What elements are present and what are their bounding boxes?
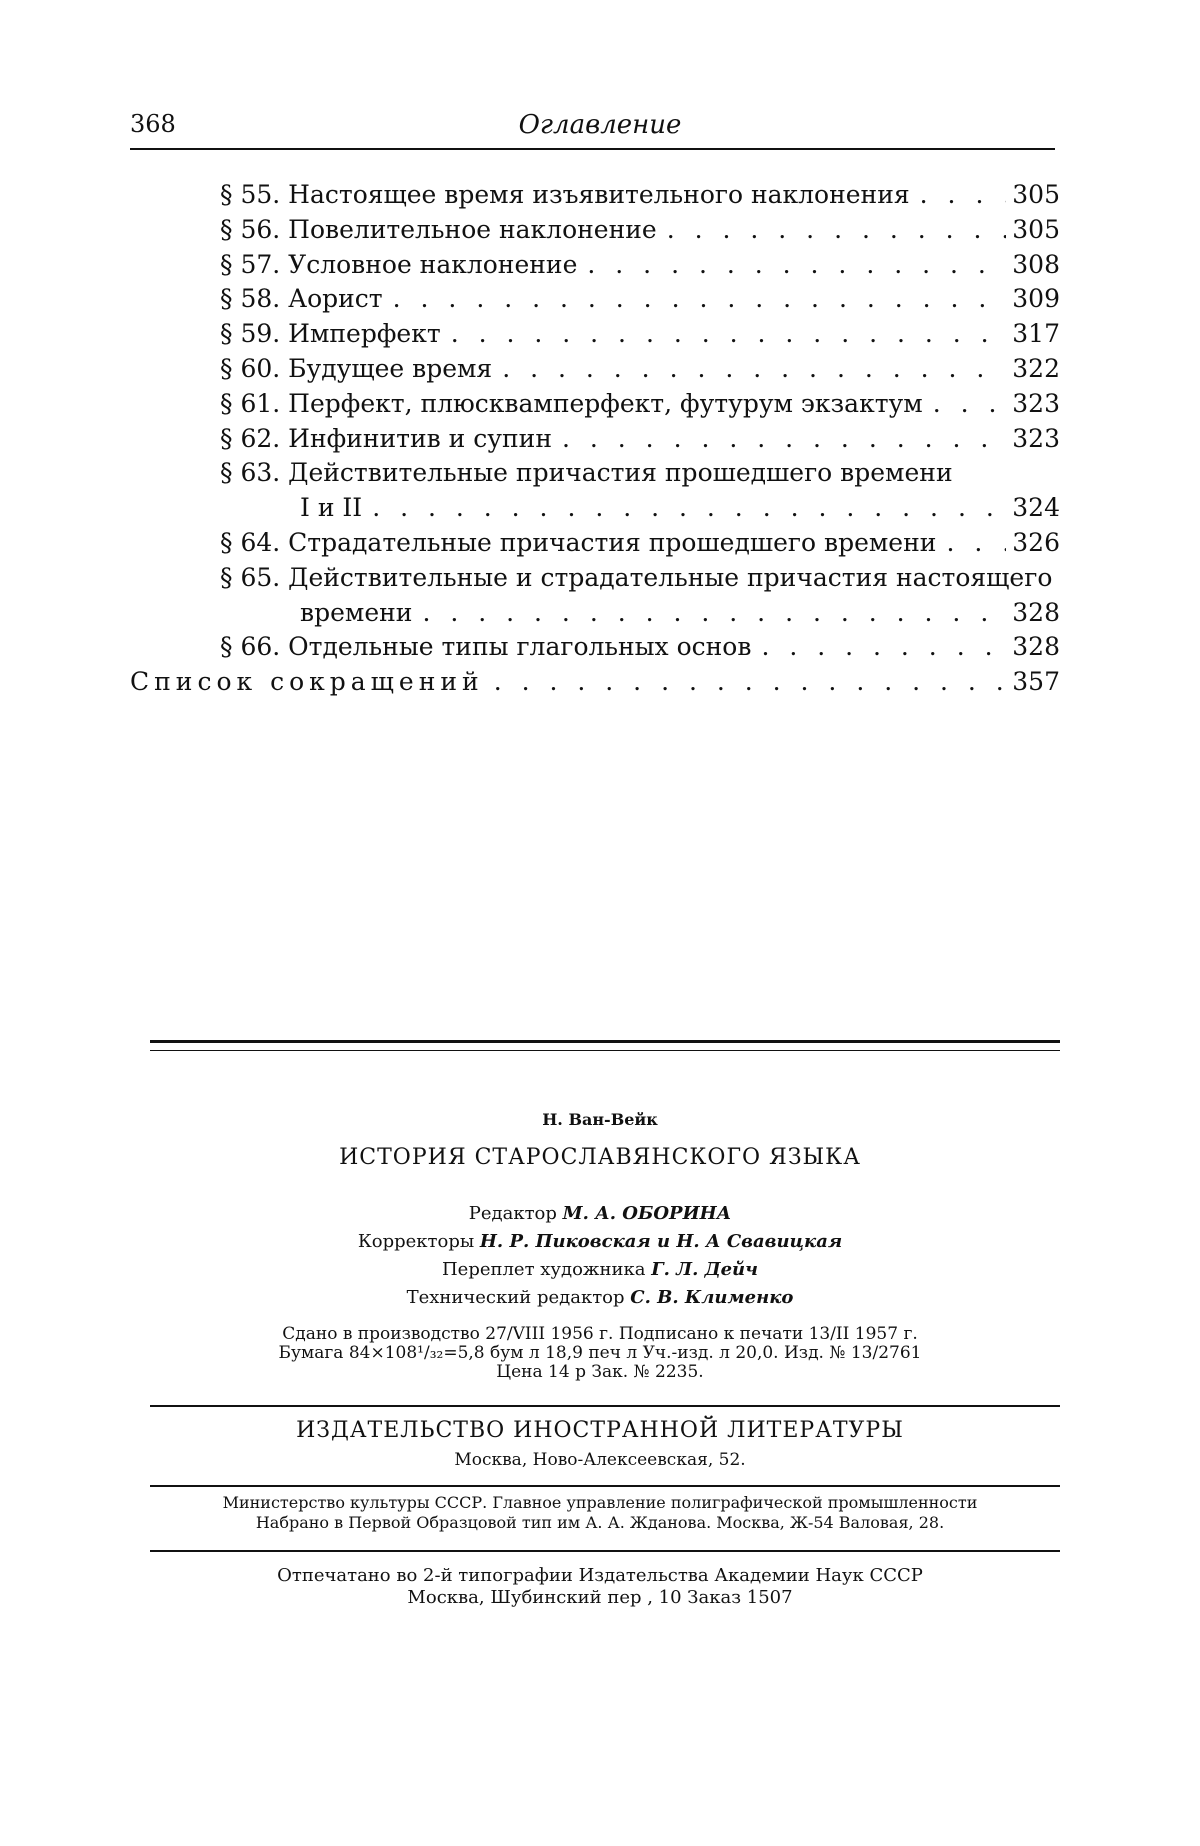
toc-leader (657, 213, 1007, 248)
toc-leader (484, 665, 1007, 700)
toc-leader (552, 422, 1006, 457)
toc-entry-page: 323 (1012, 388, 1060, 418)
toc-entry (220, 456, 1060, 491)
imprint-rule-mid (150, 1405, 1060, 1407)
header-rule (130, 148, 1055, 150)
toc-entry-label: § 59. Имперфект (220, 319, 441, 349)
imprint-author: Н. Ван-Вейк (542, 1110, 658, 1129)
toc-entry-continuation (220, 491, 1060, 526)
toc-leader (362, 491, 1006, 526)
running-head: Оглавление (518, 110, 682, 140)
credit-editor-name: М. А. ОБОРИНА (562, 1203, 732, 1224)
toc-entry-label: § 55. Настоящее время изъявительного наклонения (220, 180, 910, 209)
credit-correctors-label: Корректоры (357, 1231, 475, 1252)
credit-cover (140, 1256, 1060, 1284)
toc-entry-page: 323 (1012, 423, 1060, 453)
imprint-credits (140, 1200, 1060, 1312)
toc-entry-page: 308 (1012, 249, 1060, 279)
credit-editor (140, 1200, 1060, 1228)
toc-entry-continuation (220, 596, 1060, 631)
printer-line: Отпечатано во 2-й типографии Издательства Академии Наук СССР (277, 1565, 923, 1586)
toc-entry-page: 305 (1012, 214, 1060, 244)
imprint-book-title: ИСТОРИЯ СТАРОСЛАВЯНСКОГО ЯЗЫКА (339, 1145, 861, 1170)
toc-entry-page: 305 (1012, 180, 1060, 209)
toc-leader (751, 630, 1006, 665)
credit-tech-editor (140, 1284, 1060, 1312)
ministry-line: Министерство культуры СССР. Главное управление полиграфической промышленности (222, 1493, 978, 1512)
credit-tech-editor-name: С. В. Клименко (630, 1287, 794, 1308)
toc-leader (923, 387, 1007, 422)
toc-entry (220, 213, 1060, 248)
toc-entry (220, 561, 1060, 596)
toc-entry-page: 357 (1012, 667, 1060, 697)
printer-line: Москва, Шубинский пер , 10 Заказ 1507 (407, 1587, 793, 1608)
imprint-ministry (140, 1493, 1060, 1533)
toc-entry-page: 322 (1012, 353, 1060, 383)
toc-entry-label: § 66. Отдельные типы глагольных основ (220, 632, 752, 662)
toc-leader (936, 526, 1006, 561)
table-of-contents (130, 178, 1060, 700)
toc-entry-page: 326 (1012, 527, 1060, 557)
imprint-rule-printer (150, 1550, 1060, 1552)
imprint-rule-top (150, 1040, 1060, 1043)
toc-entry-label: § 60. Будущее время (220, 353, 493, 383)
toc-entry (220, 387, 1060, 422)
toc-entry-label: § 64. Страдательные причастия прошедшего времени (220, 527, 937, 557)
toc-entry (220, 248, 1060, 283)
imprint-rule-ministry (150, 1485, 1060, 1487)
toc-entry-page: 309 (1012, 284, 1060, 314)
toc-entry (220, 282, 1060, 317)
toc-entry-page: 317 (1012, 319, 1060, 349)
toc-entry-label: § 56. Повелительное наклонение (220, 214, 657, 244)
toc-leader (441, 317, 1007, 352)
page-number: 368 (130, 110, 176, 138)
toc-entry (220, 526, 1060, 561)
toc-entry-abbreviations (130, 665, 1060, 700)
toc-entry-label: § 57. Условное наклонение (220, 249, 578, 279)
imprint-publisher: ИЗДАТЕЛЬСТВО ИНОСТРАННОЙ ЛИТЕРАТУРЫ (296, 1418, 904, 1443)
toc-leader (492, 352, 1006, 387)
toc-entry-label: I и II (300, 493, 363, 523)
toc-entry-label: § 61. Перфект, плюсквамперфект, футурум экзактум (220, 388, 923, 418)
ministry-line: Набрано в Первой Образцовой тип им А. А. Жданова. Москва, Ж-54 Валовая, 28. (255, 1513, 945, 1532)
toc-leader (910, 178, 1007, 213)
toc-entry-label: § 58. Аорист (220, 284, 383, 314)
credit-correctors-names: Н. Р. Пиковская и Н. А Свавицкая (479, 1231, 843, 1252)
imprint-publisher-address: Москва, Ново-Алексеевская, 52. (454, 1450, 746, 1470)
toc-entry-label: § 65. Действительные и страдательные причастия настоящего (220, 562, 1053, 592)
credit-cover-name: Г. Л. Дейч (651, 1259, 759, 1280)
credit-editor-label: Редактор (468, 1203, 557, 1224)
production-line: Цена 14 р Зак. № 2235. (496, 1362, 704, 1382)
production-line: Сдано в производство 27/VIII 1956 г. Подписано к печати 13/II 1957 г. (282, 1324, 918, 1344)
toc-entry (220, 178, 1060, 213)
toc-entry-page: 324 (1012, 493, 1060, 523)
toc-leader (577, 248, 1006, 283)
toc-leader (383, 282, 1007, 317)
toc-entry (220, 352, 1060, 387)
toc-entry-label: § 62. Инфинитив и супин (220, 423, 552, 453)
toc-entry-label: Список сокращений (130, 667, 484, 697)
toc-entry-label: времени (300, 597, 413, 627)
toc-entry-label: § 63. Действительные причастия прошедшего времени (220, 458, 953, 488)
toc-entry (220, 317, 1060, 352)
imprint-rule-top-thin (150, 1050, 1060, 1051)
production-line: Бумага 84×108¹/₃₂=5,8 бум л 18,9 печ л Уч.-изд. л 20,0. Изд. № 13/2761 (278, 1343, 922, 1363)
toc-entry-page: 328 (1012, 632, 1060, 662)
toc-leader (412, 596, 1006, 631)
credit-tech-editor-label: Технический редактор (406, 1287, 625, 1308)
credit-correctors (140, 1228, 1060, 1256)
imprint-production-info (140, 1325, 1060, 1382)
toc-entry (220, 422, 1060, 457)
toc-entry-page: 328 (1012, 597, 1060, 627)
toc-entry (220, 630, 1060, 665)
credit-cover-label: Переплет художника (441, 1259, 646, 1280)
imprint-printer (140, 1565, 1060, 1609)
